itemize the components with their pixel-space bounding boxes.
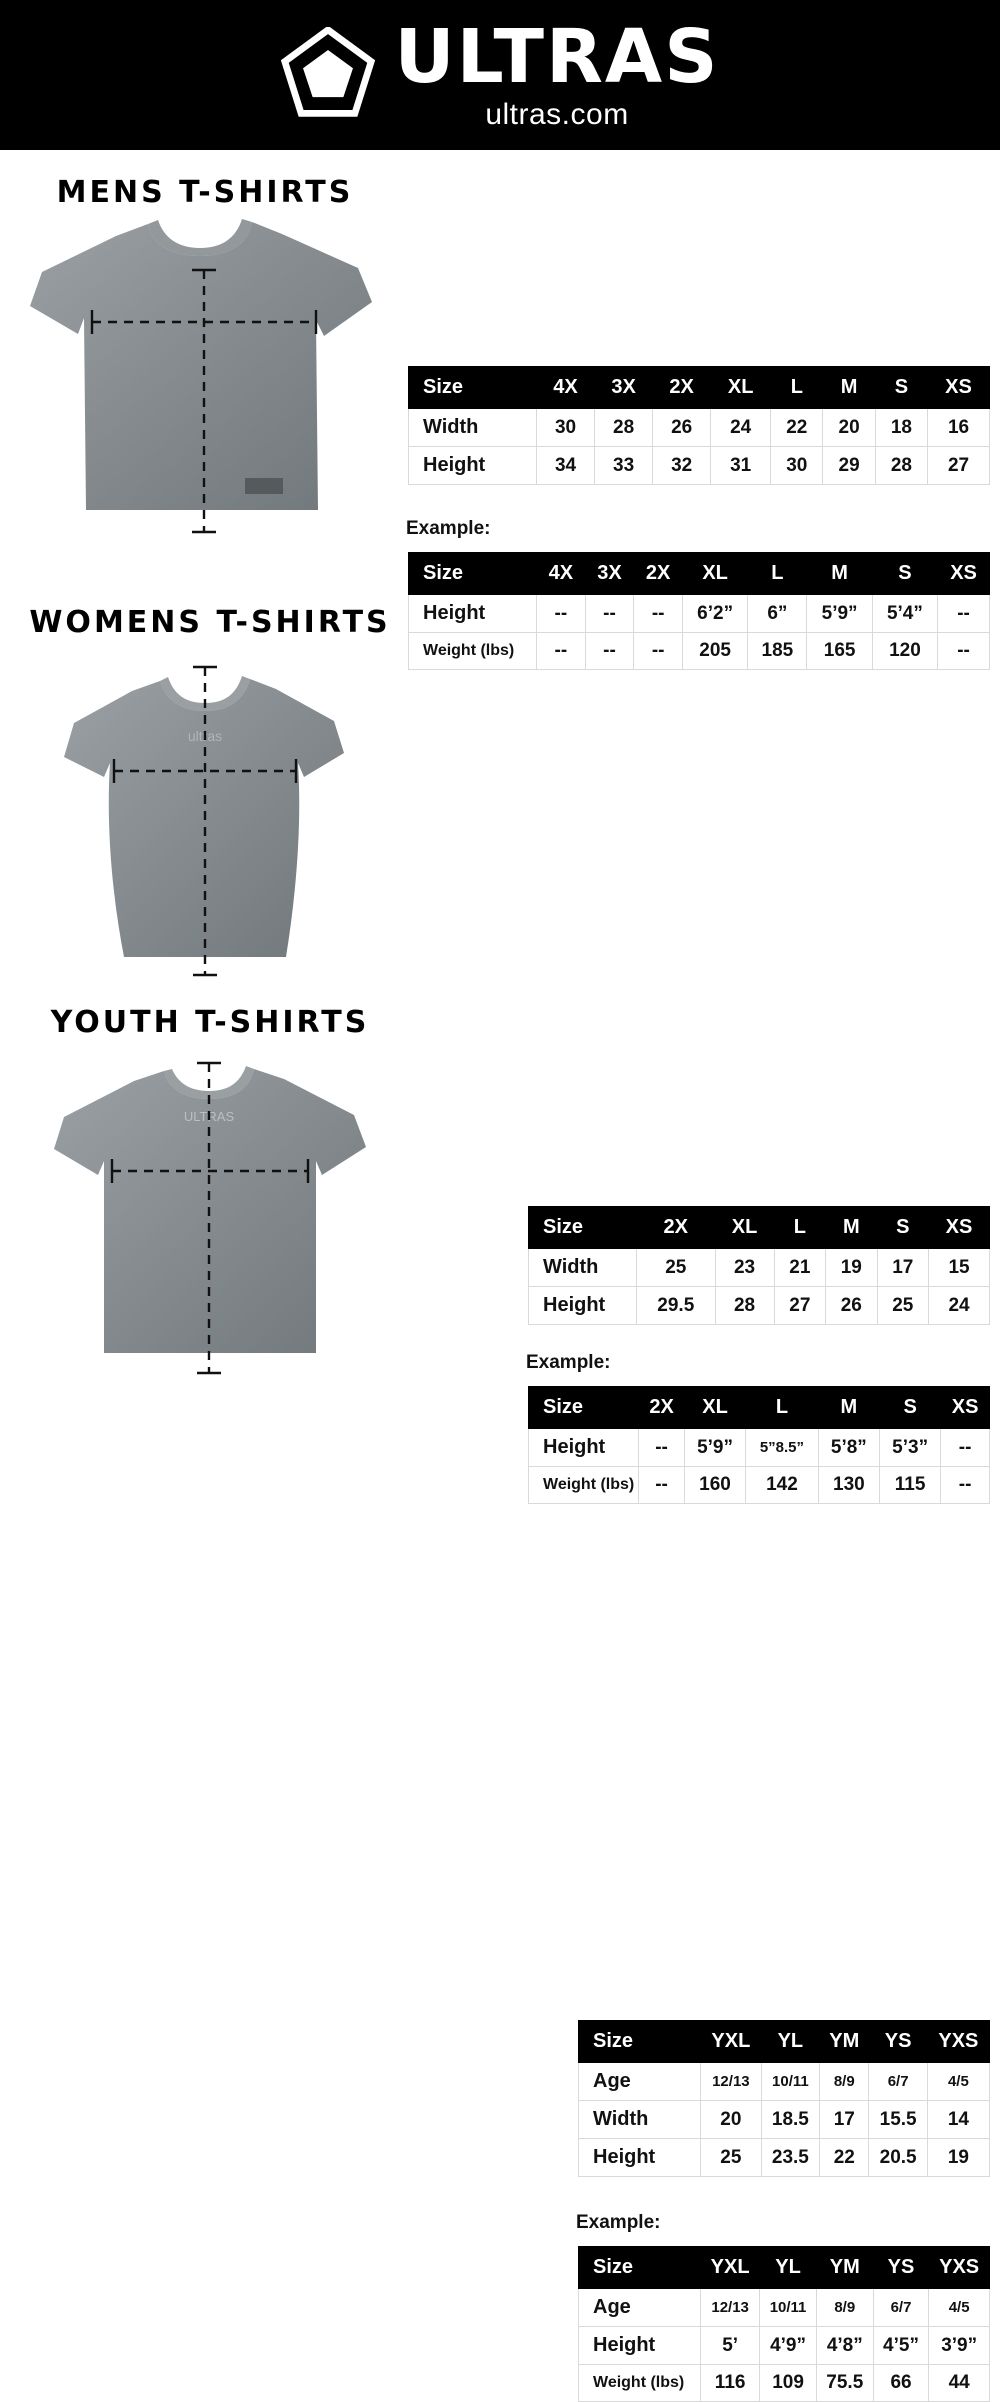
page-header — [0, 0, 1000, 150]
col-header: M — [826, 1207, 877, 1249]
row-label: Weight (lbs) — [529, 1467, 639, 1504]
cell: 142 — [746, 1467, 819, 1504]
row-label: Width — [579, 2101, 701, 2139]
table-row — [409, 447, 990, 485]
cell: 185 — [748, 633, 807, 670]
col-header: YXL — [701, 2021, 762, 2063]
cell: -- — [537, 595, 586, 633]
cell: 3’9” — [929, 2327, 990, 2365]
col-header: 4X — [537, 367, 595, 409]
col-header: L — [748, 553, 807, 595]
cell: -- — [585, 595, 634, 633]
cell: 33 — [595, 447, 653, 485]
row-label: Width — [409, 409, 537, 447]
row-label: Weight (lbs) — [409, 633, 537, 670]
col-header: 2X — [639, 1387, 685, 1429]
row-label: Height — [579, 2139, 701, 2177]
cell: 28 — [595, 409, 653, 447]
col-header: YL — [761, 2021, 819, 2063]
cell: 28 — [875, 447, 927, 485]
brand-lockup — [280, 14, 720, 131]
row-label: Width — [529, 1249, 637, 1287]
col-header: L — [774, 1207, 825, 1249]
col-header: XL — [711, 367, 771, 409]
cell: 29 — [823, 447, 875, 485]
cell: 22 — [771, 409, 823, 447]
cell: 16 — [928, 409, 990, 447]
youth-size-table — [578, 2020, 990, 2177]
cell: 20.5 — [869, 2139, 927, 2177]
womens-tshirt-image — [40, 645, 370, 985]
cell: 29.5 — [637, 1287, 716, 1325]
cell: 12/13 — [701, 2063, 762, 2101]
cell: 5’3” — [879, 1429, 940, 1467]
col-header: Size — [409, 367, 537, 409]
cell: -- — [585, 633, 634, 670]
col-header: Size — [409, 553, 537, 595]
cell: 8/9 — [816, 2289, 873, 2327]
youth-tshirt-image — [40, 1045, 380, 1385]
cell: 34 — [537, 447, 595, 485]
col-header: YS — [869, 2021, 927, 2063]
col-header: 3X — [595, 367, 653, 409]
col-header: Size — [529, 1207, 637, 1249]
col-header: XS — [929, 1207, 990, 1249]
brand-text — [394, 14, 720, 131]
row-label: Height — [529, 1429, 639, 1467]
cell: 5’9” — [684, 1429, 745, 1467]
brand-domain: ultras.com — [485, 98, 629, 131]
cell: 26 — [653, 409, 711, 447]
col-header: YS — [873, 2247, 929, 2289]
table-row — [579, 2327, 990, 2365]
cell: 115 — [879, 1467, 940, 1504]
cell: 27 — [774, 1287, 825, 1325]
col-header: 2X — [653, 367, 711, 409]
col-header: 2X — [634, 553, 683, 595]
row-label: Height — [529, 1287, 637, 1325]
cell: 30 — [771, 447, 823, 485]
cell: 116 — [701, 2365, 760, 2402]
cell: 28 — [715, 1287, 774, 1325]
col-header: S — [879, 1387, 940, 1429]
col-header: XS — [928, 367, 990, 409]
mens-section-title: MENS T-SHIRTS — [56, 175, 354, 210]
table-header-row — [579, 2247, 990, 2289]
col-header: S — [877, 1207, 928, 1249]
cell: 19 — [927, 2139, 989, 2177]
cell: 20 — [701, 2101, 762, 2139]
col-header: XL — [684, 1387, 745, 1429]
cell: 4/5 — [929, 2289, 990, 2327]
cell: -- — [634, 633, 683, 670]
col-header: YXS — [929, 2247, 990, 2289]
col-header: L — [771, 367, 823, 409]
col-header: M — [823, 367, 875, 409]
col-header: 3X — [585, 553, 634, 595]
cell: 75.5 — [816, 2365, 873, 2402]
brand-name: ULTRAS — [394, 14, 720, 100]
cell: 10/11 — [760, 2289, 817, 2327]
col-header: XS — [938, 553, 990, 595]
cell: 25 — [637, 1249, 716, 1287]
cell: 17 — [877, 1249, 928, 1287]
row-label: Height — [579, 2327, 701, 2365]
cell: 5’9” — [807, 595, 872, 633]
cell: 5’4” — [872, 595, 937, 633]
cell: -- — [639, 1429, 685, 1467]
col-header: Size — [529, 1387, 639, 1429]
mens-example-label: Example: — [406, 518, 491, 539]
col-header: Size — [579, 2021, 701, 2063]
cell: 18 — [875, 409, 927, 447]
cell: 4/5 — [927, 2063, 989, 2101]
cell: 23.5 — [761, 2139, 819, 2177]
row-label: Height — [409, 595, 537, 633]
cell: 20 — [823, 409, 875, 447]
cell: 19 — [826, 1249, 877, 1287]
cell: 23 — [715, 1249, 774, 1287]
mens-size-table — [408, 366, 990, 485]
cell: 120 — [872, 633, 937, 670]
table-row — [579, 2063, 990, 2101]
cell: 31 — [711, 447, 771, 485]
cell: 17 — [820, 2101, 869, 2139]
cell: -- — [938, 633, 990, 670]
cell: 5’ — [701, 2327, 760, 2365]
row-label: Age — [579, 2063, 701, 2101]
cell: -- — [537, 633, 586, 670]
cell: 15 — [929, 1249, 990, 1287]
cell: 26 — [826, 1287, 877, 1325]
col-header: YXL — [701, 2247, 760, 2289]
pentagon-logo-icon — [280, 27, 376, 123]
col-header: XL — [715, 1207, 774, 1249]
row-label: Height — [409, 447, 537, 485]
table-row — [579, 2365, 990, 2402]
cell: 12/13 — [701, 2289, 760, 2327]
cell: 32 — [653, 447, 711, 485]
youth-section-title: YOUTH T-SHIRTS — [50, 1005, 370, 1040]
cell: 5”8.5” — [746, 1429, 819, 1467]
cell: 18.5 — [761, 2101, 819, 2139]
cell: 6/7 — [869, 2063, 927, 2101]
col-header: YL — [760, 2247, 817, 2289]
cell: 6/7 — [873, 2289, 929, 2327]
cell: 15.5 — [869, 2101, 927, 2139]
cell: 6” — [748, 595, 807, 633]
cell: -- — [941, 1429, 990, 1467]
cell: 4’8” — [816, 2327, 873, 2365]
col-header: M — [807, 553, 872, 595]
cell: 5’8” — [818, 1429, 879, 1467]
col-header: M — [818, 1387, 879, 1429]
youth-example-label: Example: — [576, 2212, 661, 2233]
table-row — [409, 409, 990, 447]
cell: 165 — [807, 633, 872, 670]
cell: 160 — [684, 1467, 745, 1504]
cell: 22 — [820, 2139, 869, 2177]
table-row — [579, 2139, 990, 2177]
cell: 30 — [537, 409, 595, 447]
cell: 27 — [928, 447, 990, 485]
col-header: YXS — [927, 2021, 989, 2063]
col-header: 2X — [637, 1207, 716, 1249]
mens-tshirt-image — [20, 210, 390, 540]
cell: 25 — [701, 2139, 762, 2177]
cell: 10/11 — [761, 2063, 819, 2101]
cell: 21 — [774, 1249, 825, 1287]
cell: 25 — [877, 1287, 928, 1325]
cell: 4’5” — [873, 2327, 929, 2365]
svg-text:ultras: ultras — [187, 728, 223, 744]
col-header: S — [872, 553, 937, 595]
col-header: Size — [579, 2247, 701, 2289]
col-header: XS — [941, 1387, 990, 1429]
cell: 6’2” — [682, 595, 747, 633]
table-row — [579, 2289, 990, 2327]
cell: 205 — [682, 633, 747, 670]
table-row — [529, 1467, 990, 1504]
col-header: S — [875, 367, 927, 409]
table-row — [579, 2101, 990, 2139]
cell: 4’9” — [760, 2327, 817, 2365]
womens-section-title: WOMENS T-SHIRTS — [29, 605, 391, 640]
cell: -- — [938, 595, 990, 633]
cell: -- — [639, 1467, 685, 1504]
cell: 14 — [927, 2101, 989, 2139]
row-label: Weight (lbs) — [579, 2365, 701, 2402]
cell: 24 — [929, 1287, 990, 1325]
cell: -- — [941, 1467, 990, 1504]
cell: 44 — [929, 2365, 990, 2402]
cell: 24 — [711, 409, 771, 447]
youth-example-table — [578, 2246, 990, 2402]
womens-example-label: Example: — [526, 1352, 611, 1373]
col-header: XL — [682, 553, 747, 595]
cell: 8/9 — [820, 2063, 869, 2101]
cell: -- — [634, 595, 683, 633]
col-header: 4X — [537, 553, 586, 595]
col-header: YM — [816, 2247, 873, 2289]
col-header: YM — [820, 2021, 869, 2063]
table-header-row — [579, 2021, 990, 2063]
col-header: L — [746, 1387, 819, 1429]
row-label: Age — [579, 2289, 701, 2327]
table-header-row — [409, 367, 990, 409]
cell: 130 — [818, 1467, 879, 1504]
cell: 109 — [760, 2365, 817, 2402]
cell: 66 — [873, 2365, 929, 2402]
svg-text:ULTRAS: ULTRAS — [183, 1109, 235, 1124]
